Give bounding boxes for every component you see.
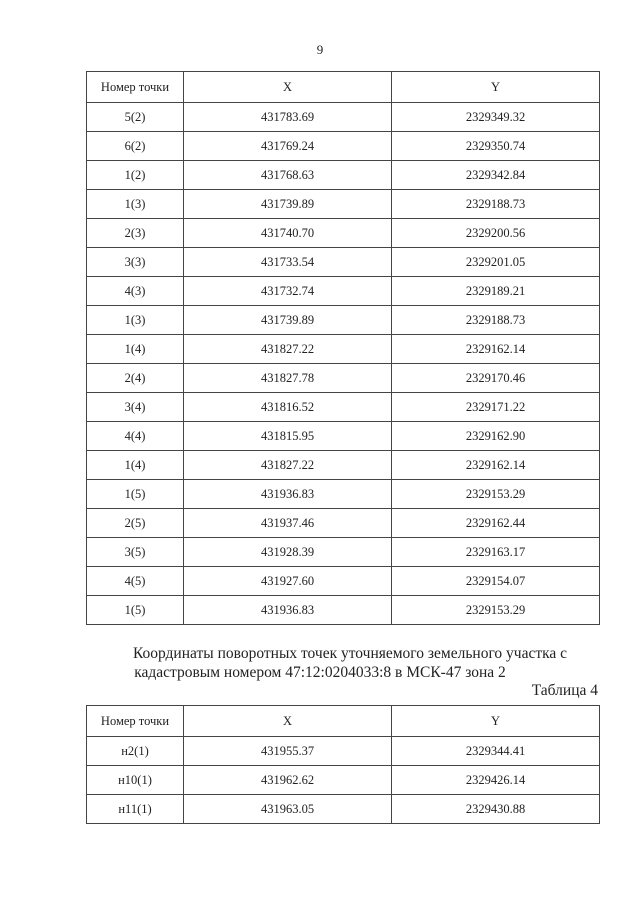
cell-x: 431769.24 xyxy=(184,132,392,161)
cell-point-number: н2(1) xyxy=(87,737,184,766)
cell-y: 2329201.05 xyxy=(392,248,600,277)
cell-x: 431827.22 xyxy=(184,335,392,364)
table-row xyxy=(87,451,600,480)
cell-x: 431733.54 xyxy=(184,248,392,277)
table-row xyxy=(87,567,600,596)
cell-point-number: н11(1) xyxy=(87,795,184,824)
cell-point-number: 6(2) xyxy=(87,132,184,161)
table-number-label: Таблица 4 xyxy=(531,682,598,699)
cell-x: 431732.74 xyxy=(184,277,392,306)
cell-y: 2329162.90 xyxy=(392,422,600,451)
cell-y: 2329188.73 xyxy=(392,306,600,335)
cell-y: 2329154.07 xyxy=(392,567,600,596)
table-row xyxy=(87,103,600,132)
cell-y: 2329153.29 xyxy=(392,480,600,509)
table-row xyxy=(87,277,600,306)
table-caption-line-1: Координаты поворотных точек уточняемого земельного участка с xyxy=(132,645,568,662)
table-row xyxy=(87,161,600,190)
cell-y: 2329162.14 xyxy=(392,335,600,364)
cell-x: 431768.63 xyxy=(184,161,392,190)
cell-x: 431827.78 xyxy=(184,364,392,393)
cell-point-number: 1(5) xyxy=(87,480,184,509)
cell-point-number: 1(3) xyxy=(87,190,184,219)
cell-point-number: 2(5) xyxy=(87,509,184,538)
header-y: Y xyxy=(392,72,600,103)
cell-x: 431739.89 xyxy=(184,306,392,335)
cell-y: 2329163.17 xyxy=(392,538,600,567)
table-header-row xyxy=(87,706,600,737)
cell-point-number: 3(3) xyxy=(87,248,184,277)
table-row xyxy=(87,509,600,538)
cell-point-number: 4(3) xyxy=(87,277,184,306)
cell-y: 2329170.46 xyxy=(392,364,600,393)
cell-x: 431815.95 xyxy=(184,422,392,451)
cell-x: 431927.60 xyxy=(184,567,392,596)
cell-x: 431783.69 xyxy=(184,103,392,132)
cell-y: 2329342.84 xyxy=(392,161,600,190)
cell-point-number: н10(1) xyxy=(87,766,184,795)
cell-x: 431962.62 xyxy=(184,766,392,795)
cell-y: 2329200.56 xyxy=(392,219,600,248)
header-point-number: Номер точки xyxy=(87,706,184,737)
cell-point-number: 1(3) xyxy=(87,306,184,335)
table-row xyxy=(87,480,600,509)
header-x: X xyxy=(184,72,392,103)
cell-y: 2329188.73 xyxy=(392,190,600,219)
cell-point-number: 4(5) xyxy=(87,567,184,596)
cell-y: 2329430.88 xyxy=(392,795,600,824)
cell-x: 431827.22 xyxy=(184,451,392,480)
table-row xyxy=(87,364,600,393)
cell-point-number: 1(4) xyxy=(87,335,184,364)
page-number: 9 xyxy=(316,42,324,57)
cell-x: 431955.37 xyxy=(184,737,392,766)
cell-x: 431937.46 xyxy=(184,509,392,538)
table-row xyxy=(87,393,600,422)
table-row xyxy=(87,190,600,219)
cell-y: 2329162.44 xyxy=(392,509,600,538)
table-row xyxy=(87,795,600,824)
cell-y: 2329344.41 xyxy=(392,737,600,766)
table-row xyxy=(87,596,600,625)
cell-y: 2329162.14 xyxy=(392,451,600,480)
header-x: X xyxy=(184,706,392,737)
cell-point-number: 1(2) xyxy=(87,161,184,190)
cell-x: 431740.70 xyxy=(184,219,392,248)
cell-point-number: 1(5) xyxy=(87,596,184,625)
table-row xyxy=(87,335,600,364)
table-row xyxy=(87,737,600,766)
cell-y: 2329349.32 xyxy=(392,103,600,132)
header-point-number: Номер точки xyxy=(87,72,184,103)
coordinates-table-continued xyxy=(86,71,600,625)
table-row xyxy=(87,219,600,248)
cell-point-number: 3(5) xyxy=(87,538,184,567)
cell-x: 431936.83 xyxy=(184,480,392,509)
cell-point-number: 5(2) xyxy=(87,103,184,132)
cell-y: 2329171.22 xyxy=(392,393,600,422)
cell-y: 2329153.29 xyxy=(392,596,600,625)
table-row xyxy=(87,538,600,567)
cell-x: 431936.83 xyxy=(184,596,392,625)
table-row xyxy=(87,766,600,795)
cell-point-number: 4(4) xyxy=(87,422,184,451)
cell-point-number: 2(4) xyxy=(87,364,184,393)
cell-y: 2329189.21 xyxy=(392,277,600,306)
coordinates-table-4 xyxy=(86,705,600,824)
table-row xyxy=(87,132,600,161)
cell-y: 2329350.74 xyxy=(392,132,600,161)
cell-point-number: 1(4) xyxy=(87,451,184,480)
cell-x: 431928.39 xyxy=(184,538,392,567)
cell-x: 431816.52 xyxy=(184,393,392,422)
cell-x: 431739.89 xyxy=(184,190,392,219)
table-caption-line-2: кадастровым номером 47:12:0204033:8 в МСК-47 зона 2 xyxy=(134,664,506,681)
cell-point-number: 2(3) xyxy=(87,219,184,248)
table-header-row xyxy=(87,72,600,103)
table-row xyxy=(87,422,600,451)
cell-y: 2329426.14 xyxy=(392,766,600,795)
table-row xyxy=(87,248,600,277)
header-y: Y xyxy=(392,706,600,737)
cell-point-number: 3(4) xyxy=(87,393,184,422)
cell-x: 431963.05 xyxy=(184,795,392,824)
table-row xyxy=(87,306,600,335)
